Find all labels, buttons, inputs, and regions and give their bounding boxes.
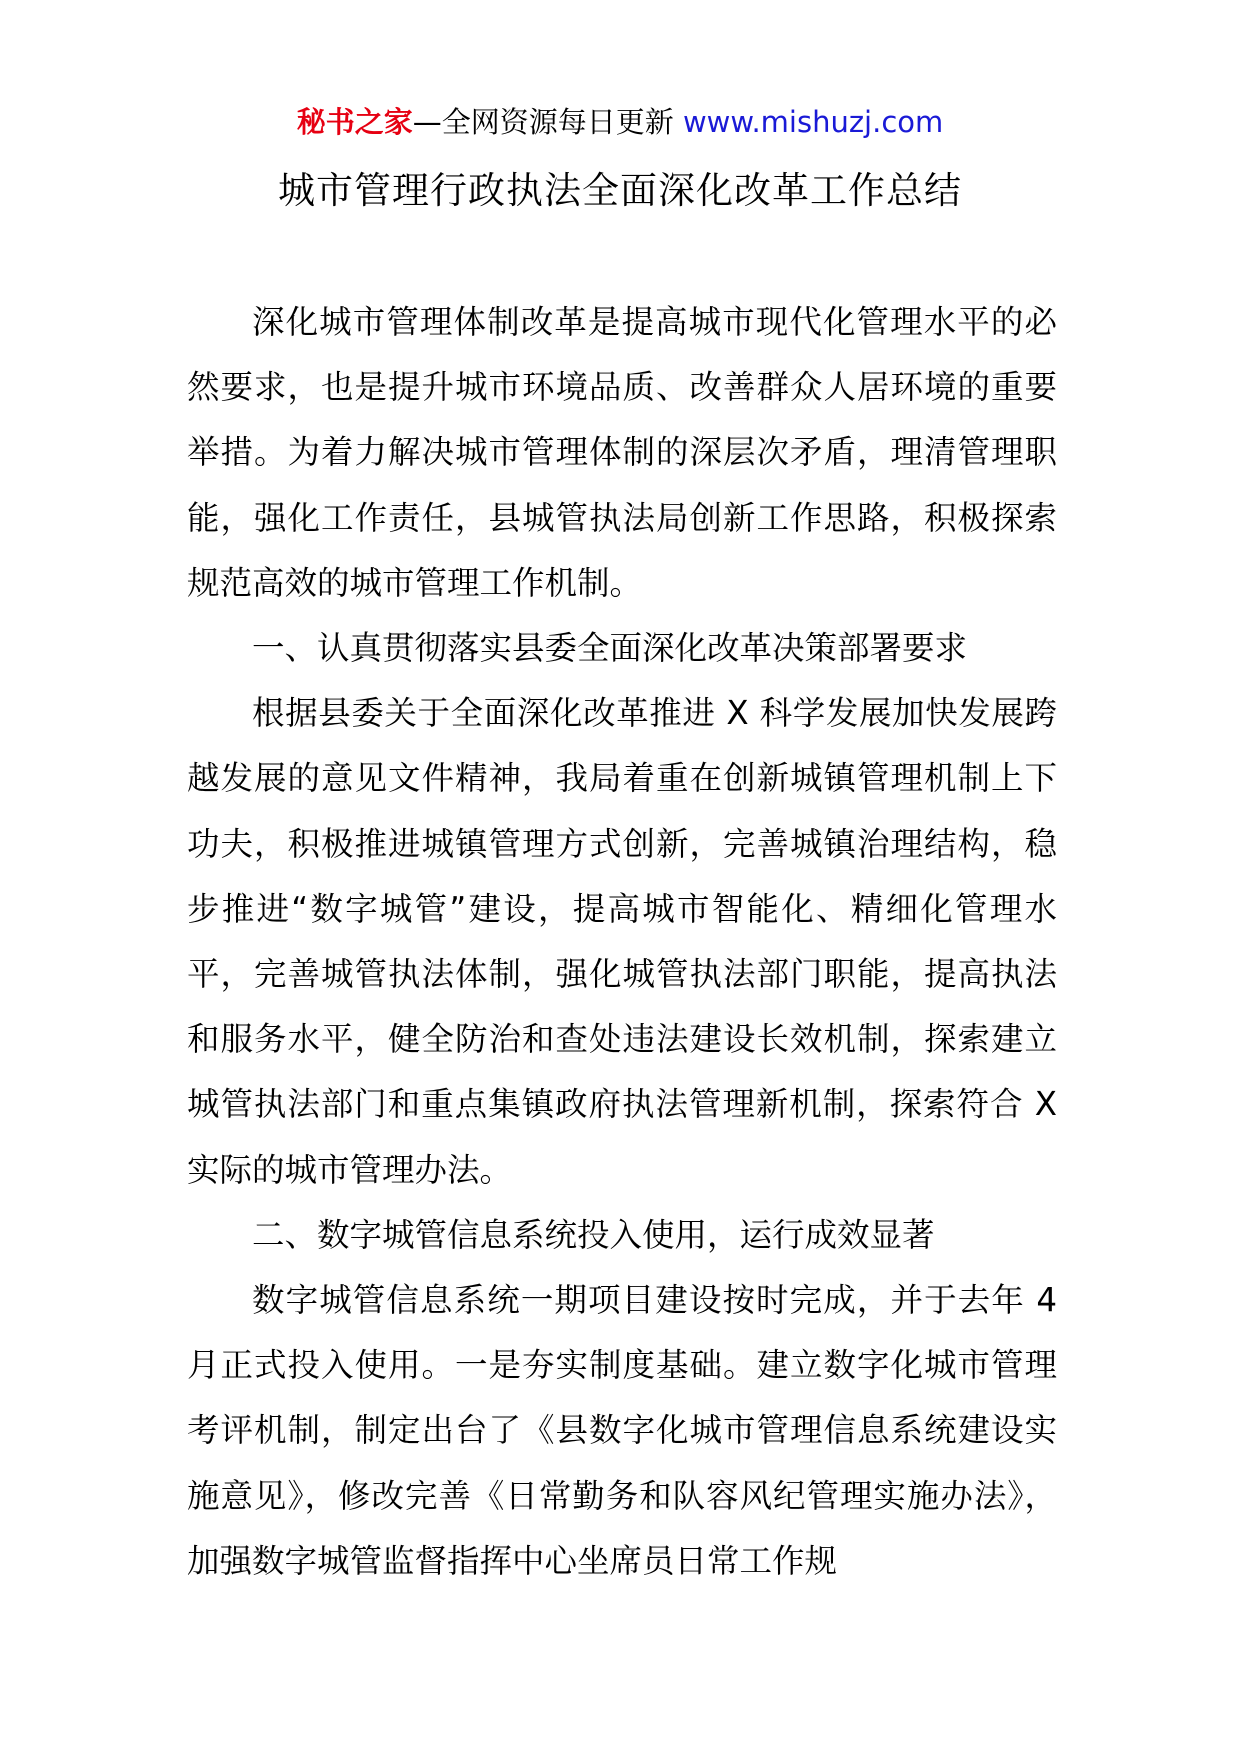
site-banner bbox=[0, 102, 1240, 142]
site-slogan: —全网资源每日更新 bbox=[412, 105, 683, 139]
intro-paragraph: 深化城市管理体制改革是提高城市现代化管理水平的必然要求，也是提升城市环境品质、改善群众人居环境的重要举措。为着力解决城市管理体制的深层次矛盾，理清管理职能，强化工作责任，县城管执法局创新工作思路，积极探索规范高效的城市管理工作机制。 bbox=[187, 303, 1057, 602]
section-heading-1: 一、认真贯彻落实县委全面深化改革决策部署要求 bbox=[252, 629, 968, 668]
document-title: 城市管理行政执法全面深化改革工作总结 bbox=[278, 169, 962, 212]
site-url-link[interactable]: www.mishuzj.com bbox=[682, 105, 944, 139]
site-name: 秘书之家 bbox=[296, 105, 413, 139]
section-2-paragraph: 数字城管信息系统一期项目建设按时完成，并于去年 4 月正式投入使用。一是夯实制度基础。建立数字化城市管理考评机制，制定出台了《县数字化城市管理信息系统建设实施意见》，修改完善《日常勤务和队容风纪管理实施办法》，加强数字城管监督指挥中心坐席员日常工作规 bbox=[187, 1281, 1057, 1580]
document-body bbox=[187, 290, 1057, 1594]
section-heading-2: 二、数字城管信息系统投入使用，运行成效显著 bbox=[252, 1215, 935, 1254]
section-1-paragraph: 根据县委关于全面深化改革推进 X 科学发展加快发展跨越发展的意见文件精神，我局着重在创新城镇管理机制上下功夫，积极推进城镇管理方式创新，完善城镇治理结构，稳步推进“数字城管”建设，提高城市智能化、精细化管理水平，完善城管执法体制，强化城管执法部门职能，提高执法和服务水平，健全防治和查处违法建设长效机制，探索建立城管执法部门和重点集镇政府执法管理新机制，探索符合 X 实际的城市管理办法。 bbox=[187, 694, 1057, 1189]
